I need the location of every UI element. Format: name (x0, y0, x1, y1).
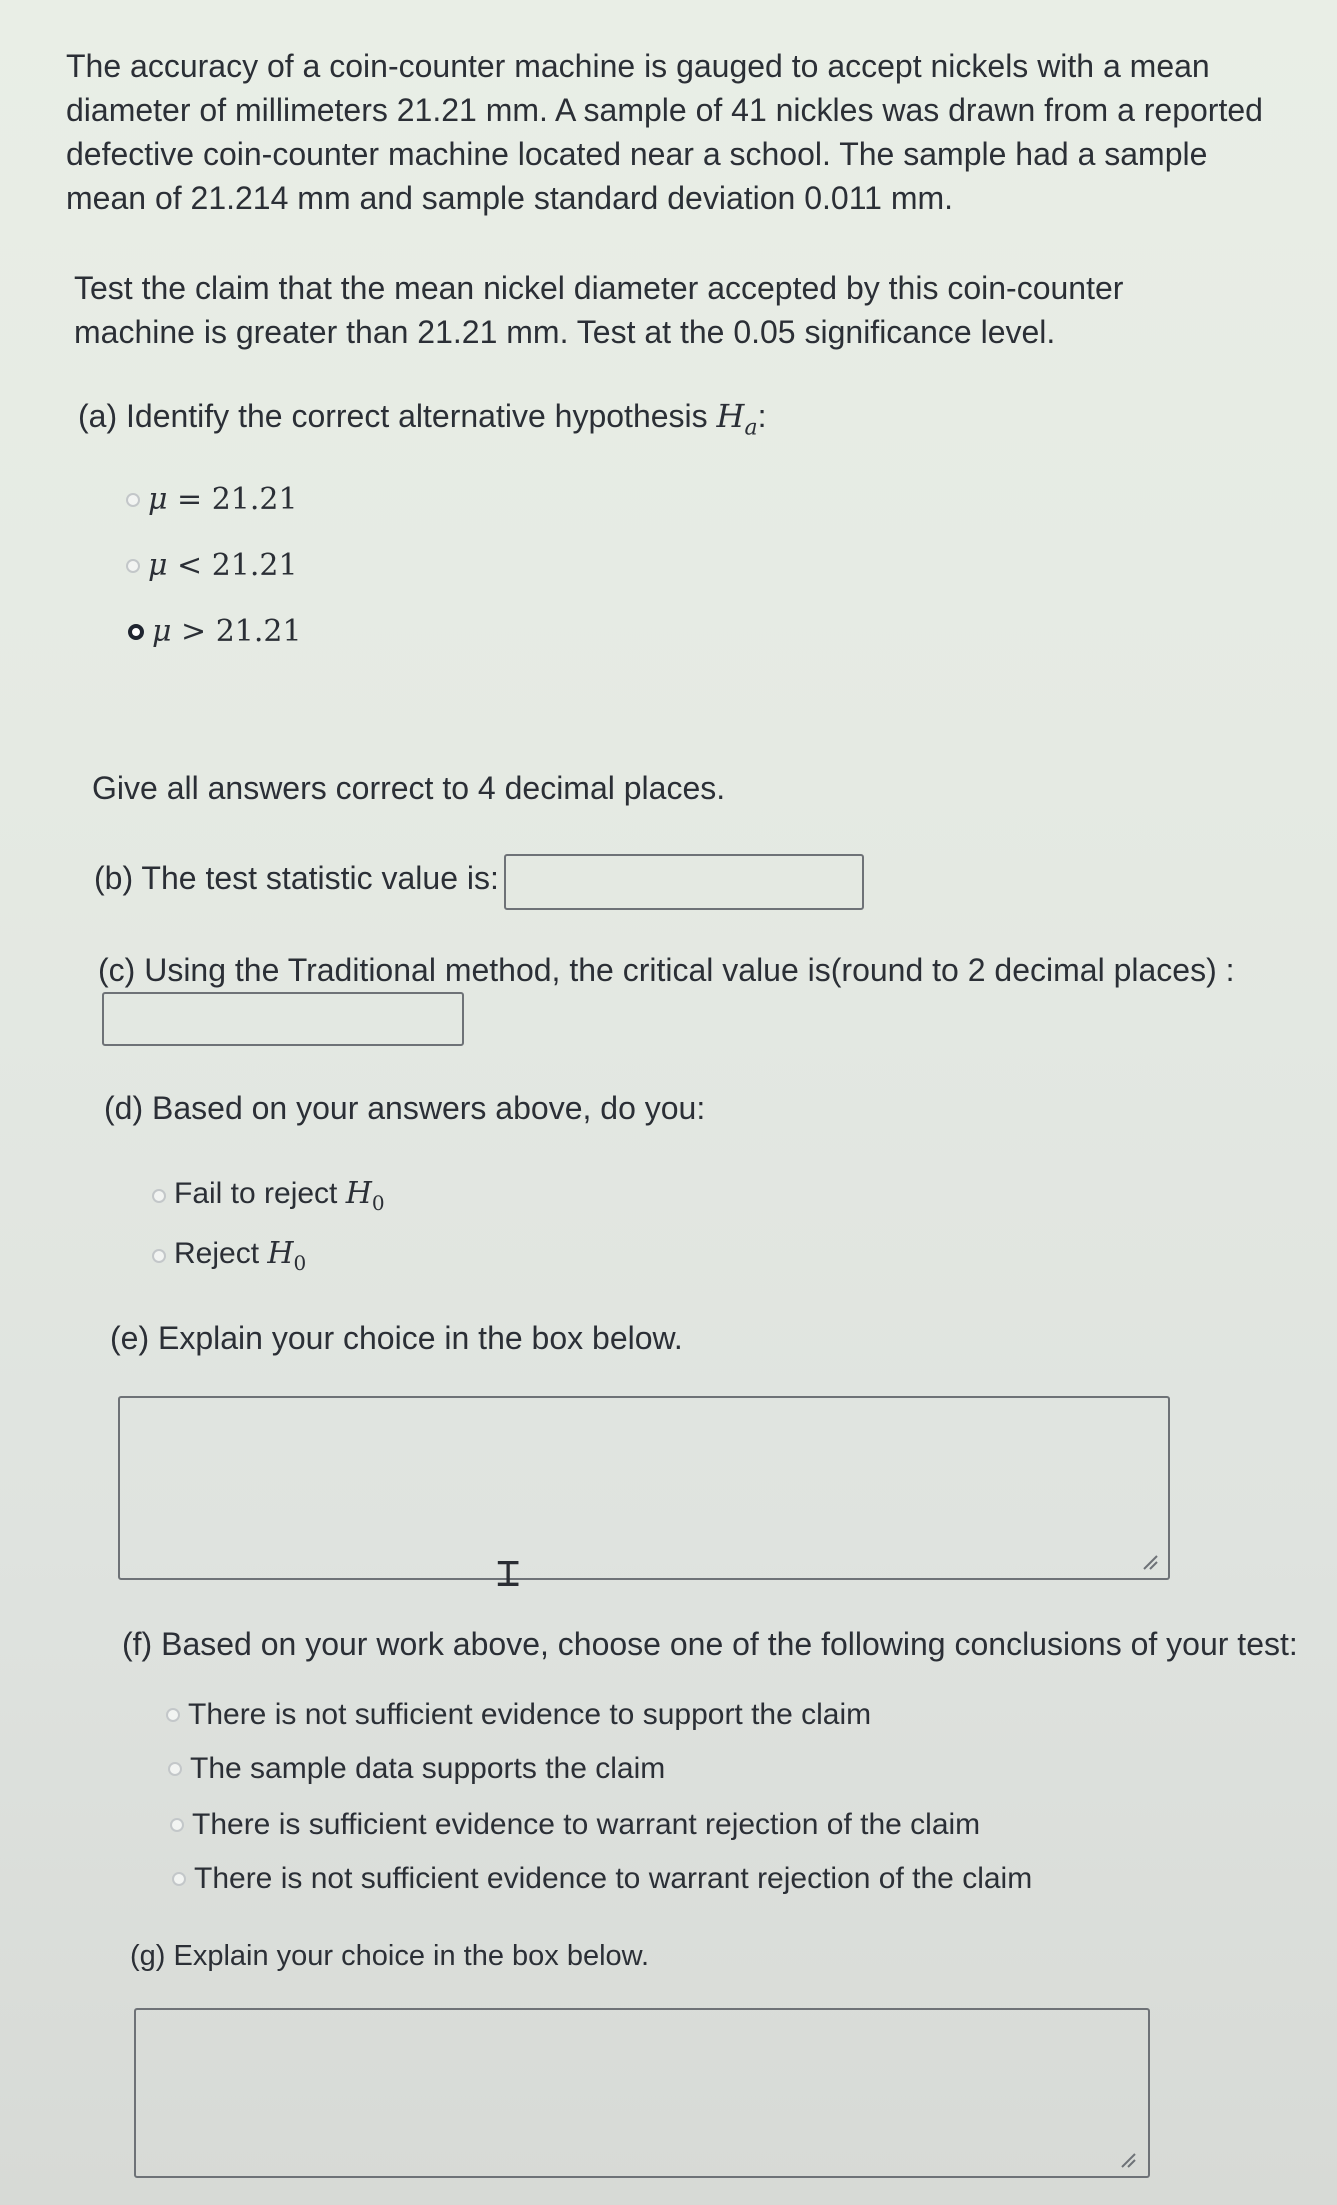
resize-handle-icon[interactable] (1118, 2150, 1136, 2168)
option-text: Reject (174, 1237, 268, 1270)
resize-handle-icon[interactable] (1140, 1552, 1158, 1570)
part-a-option-gt[interactable] (128, 614, 302, 649)
mu-symbol: μ (148, 482, 168, 517)
part-g-label: (g) Explain your choice in the box below. (130, 1940, 650, 1972)
part-a-subscript: a (744, 415, 758, 441)
option-value: 21.21 (211, 482, 298, 517)
part-d-option-fail-to-reject[interactable] (152, 1176, 385, 1215)
part-e-label: (e) Explain your choice in the box below. (110, 1320, 683, 1356)
operator: < (167, 548, 212, 583)
part-b-label: (b) The test statistic value is: (94, 860, 499, 896)
part-f-option-3[interactable] (170, 1808, 980, 1842)
part-f-option-4[interactable] (172, 1862, 1032, 1896)
part-f-label: (f) Based on your work above, choose one of the following conclusions of your test: (122, 1626, 1298, 1662)
problem-task: Test the claim that the mean nickel diameter accepted by this coin-counter machine is greater than 21.21 mm. Test at the 0.05 significance level. (74, 270, 1124, 350)
radio-button[interactable] (166, 1708, 180, 1722)
explain-choice-textarea-g[interactable] (134, 2008, 1150, 2178)
part-a-option-eq[interactable] (126, 482, 298, 517)
option-text: The sample data supports the claim (190, 1752, 666, 1785)
operator: > (171, 614, 216, 649)
text-cursor-icon: ⌶ (496, 1550, 521, 1596)
radio-button-selected[interactable] (128, 624, 144, 640)
operator: = (167, 482, 212, 517)
radio-button[interactable] (172, 1872, 186, 1886)
part-a-symbol: H (716, 397, 745, 435)
option-value: 21.21 (215, 614, 302, 649)
mu-symbol: μ (148, 548, 168, 583)
mu-symbol: μ (152, 614, 172, 649)
radio-button[interactable] (126, 559, 140, 573)
part-d-option-reject[interactable] (152, 1236, 306, 1275)
part-f-option-2[interactable] (168, 1752, 665, 1786)
option-text: There is not sufficient evidence to warrant rejection of the claim (194, 1862, 1033, 1895)
option-text: There is sufficient evidence to warrant rejection of the claim (192, 1808, 981, 1841)
part-a-option-lt[interactable] (126, 548, 298, 583)
h-symbol: H (267, 1236, 294, 1271)
radio-button[interactable] (152, 1189, 166, 1203)
radio-button[interactable] (152, 1249, 166, 1263)
problem-intro: The accuracy of a coin-counter machine is gauged to accept nickels with a mean diameter of millimeters 21.21 mm. A sample of 41 nickles was drawn from a reported defective coin-counter machine located near a school. The sample had a sample mean of 21.214 mm and sample standard deviation 0.011 mm. (66, 48, 1263, 216)
instructions: Give all answers correct to 4 decimal places. (92, 770, 726, 806)
h-subscript: 0 (293, 1251, 307, 1275)
radio-button[interactable] (126, 493, 140, 507)
explain-choice-textarea-e[interactable] (118, 1396, 1170, 1580)
part-f-option-1[interactable] (166, 1698, 871, 1732)
part-a-label (78, 394, 1178, 450)
h-subscript: 0 (371, 1191, 385, 1215)
option-value: 21.21 (211, 548, 298, 583)
part-a-label-text: (a) Identify the correct alternative hypothesis (78, 398, 717, 434)
critical-value-input[interactable] (102, 992, 464, 1046)
option-text: Fail to reject (174, 1177, 346, 1210)
option-text: There is not sufficient evidence to support the claim (188, 1698, 872, 1731)
test-statistic-input[interactable] (504, 854, 864, 910)
part-a-colon: : (757, 398, 767, 434)
radio-button[interactable] (168, 1762, 182, 1776)
h-symbol: H (345, 1176, 372, 1211)
part-c-label: (c) Using the Traditional method, the critical value is(round to 2 decimal places) : (98, 952, 1235, 988)
part-d-label: (d) Based on your answers above, do you: (104, 1090, 706, 1126)
radio-button[interactable] (170, 1818, 184, 1832)
